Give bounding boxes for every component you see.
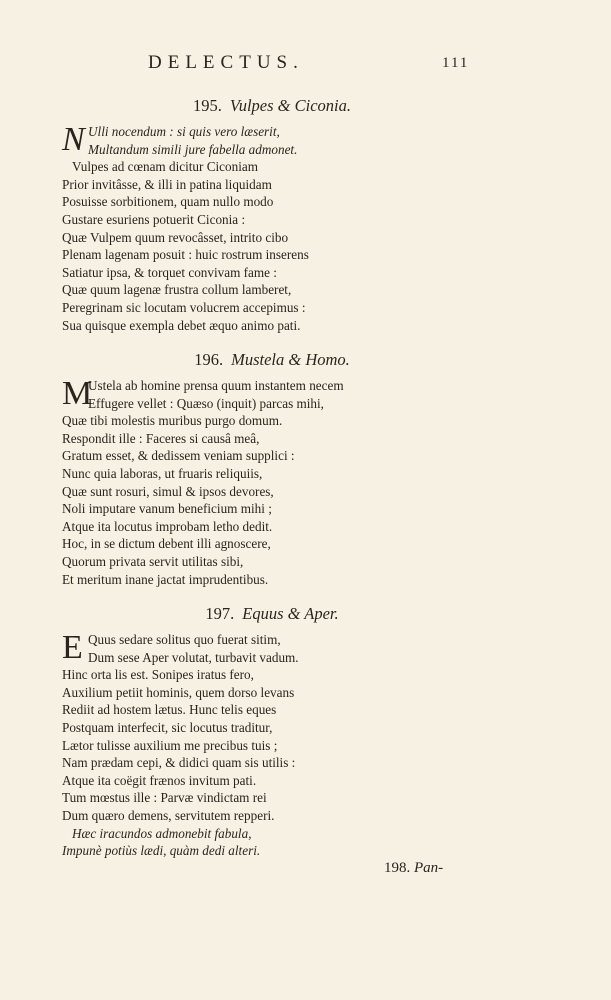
verse-line: Peregrinam sic locutam volucrem accepimus :	[62, 299, 306, 315]
fable-title	[62, 96, 482, 116]
verse-line: Tum mœstus ille : Parvæ vindictam rei	[62, 790, 267, 806]
drop-cap: E	[62, 629, 83, 666]
drop-cap: N	[62, 121, 85, 158]
verse-line: Plenam lagenam posuit : huic rostrum inserens	[62, 247, 309, 263]
verse-line: Hinc orta lis est. Sonipes iratus fero,	[62, 667, 254, 683]
verse-line: Auxilium petiit hominis, quem dorso levans	[62, 684, 295, 700]
verse-line: Gratum esset, & dedissem veniam supplici :	[62, 448, 295, 464]
verse-line: Satiatur ipsa, & torquet convivam fame :	[62, 264, 277, 280]
catchword-text: Pan-	[414, 860, 444, 876]
fable-title	[62, 350, 482, 370]
verse-line: Vulpes ad cœnam dicitur Ciconiam	[72, 159, 258, 175]
catchword-number: 198.	[384, 860, 411, 876]
fable-title-text: Vulpes & Ciconia.	[229, 96, 351, 115]
running-head	[0, 52, 611, 76]
verse-line: Quæ sunt rosuri, simul & ipsos devores,	[62, 483, 274, 499]
fable-title-text: Mustela & Homo.	[231, 350, 350, 369]
verse-line: Gustare esuriens potuerit Ciconia :	[62, 211, 246, 227]
verse-line: Postquam interfecit, sic locutus traditur,	[62, 719, 273, 735]
fable-196	[62, 350, 482, 588]
fable-title-text: Equus & Aper.	[242, 604, 339, 623]
running-title: DELECTUS.	[148, 52, 304, 73]
verse-line: Multandum simili jure fabella admonet.	[88, 141, 298, 157]
verse-line: Dum sese Aper volutat, turbavit vadum.	[88, 649, 299, 665]
drop-cap: M	[62, 375, 93, 412]
verse-line: Quæ quum lagenæ frustra collum lamberet,	[62, 282, 292, 298]
verse-line: Hæc iracundos admonebit fabula,	[72, 825, 252, 841]
verse-line: Effugere vellet : Quæso (inquit) parcas mihi,	[88, 395, 324, 411]
verse-line: Posuisse sorbitionem, quam nullo modo	[62, 194, 274, 210]
verse-line: Quorum privata servit utilitas sibi,	[62, 553, 244, 569]
verse-line: Hoc, in se dictum debent illi agnoscere,	[62, 536, 271, 552]
fable-title	[62, 604, 482, 624]
catchword	[384, 860, 443, 877]
verse-line: Rediit ad hostem lætus. Hunc telis eques	[62, 702, 277, 718]
fable-number: 197.	[205, 604, 235, 623]
verse-line: Atque ita coëgit frænos invitum pati.	[62, 772, 257, 788]
fable-195	[62, 96, 482, 334]
verse-line: E Quus sedare solitus quo fuerat sitim,	[62, 629, 281, 666]
verse-line: Impunè potiùs lædi, quàm dedi alteri.	[62, 843, 261, 859]
fable-number: 195.	[192, 96, 222, 115]
verse-line: Respondit ille : Faceres si causâ meâ,	[62, 430, 260, 446]
verse-line: Dum quæro demens, servitutem repperi.	[62, 807, 275, 823]
verse-line: Nam prædam cepi, & didici quam sis utilis :	[62, 755, 296, 771]
verse-line: Quæ tibi molestis muribus purgo domum.	[62, 413, 283, 429]
fable-number: 196.	[194, 350, 224, 369]
verse-line: Et meritum inane jactat imprudentibus.	[62, 571, 269, 587]
verse-line: N Ulli nocendum : si quis vero læserit,	[62, 121, 280, 158]
page-number: 111	[442, 55, 470, 71]
verse-line: Lætor tulisse auxilium me precibus tuis ;	[62, 737, 278, 753]
verse-line: Atque ita locutus improbam letho dedit.	[62, 518, 273, 534]
verse-line: Sua quisque exempla debet æquo animo pati.	[62, 317, 301, 333]
verse-line: Noli imputare vanum beneficium mihi ;	[62, 501, 272, 517]
verse-line: Prior invitâsse, & illi in patina liquidam	[62, 176, 272, 192]
verse-line: Nunc quia laboras, ut fruaris reliquiis,	[62, 465, 263, 481]
fable-197	[62, 604, 482, 860]
verse-line: Quæ Vulpem quum revocâsset, intrito cibo	[62, 229, 289, 245]
verse-line: M Ustela ab homine prensa quum instantem necem	[62, 375, 344, 412]
